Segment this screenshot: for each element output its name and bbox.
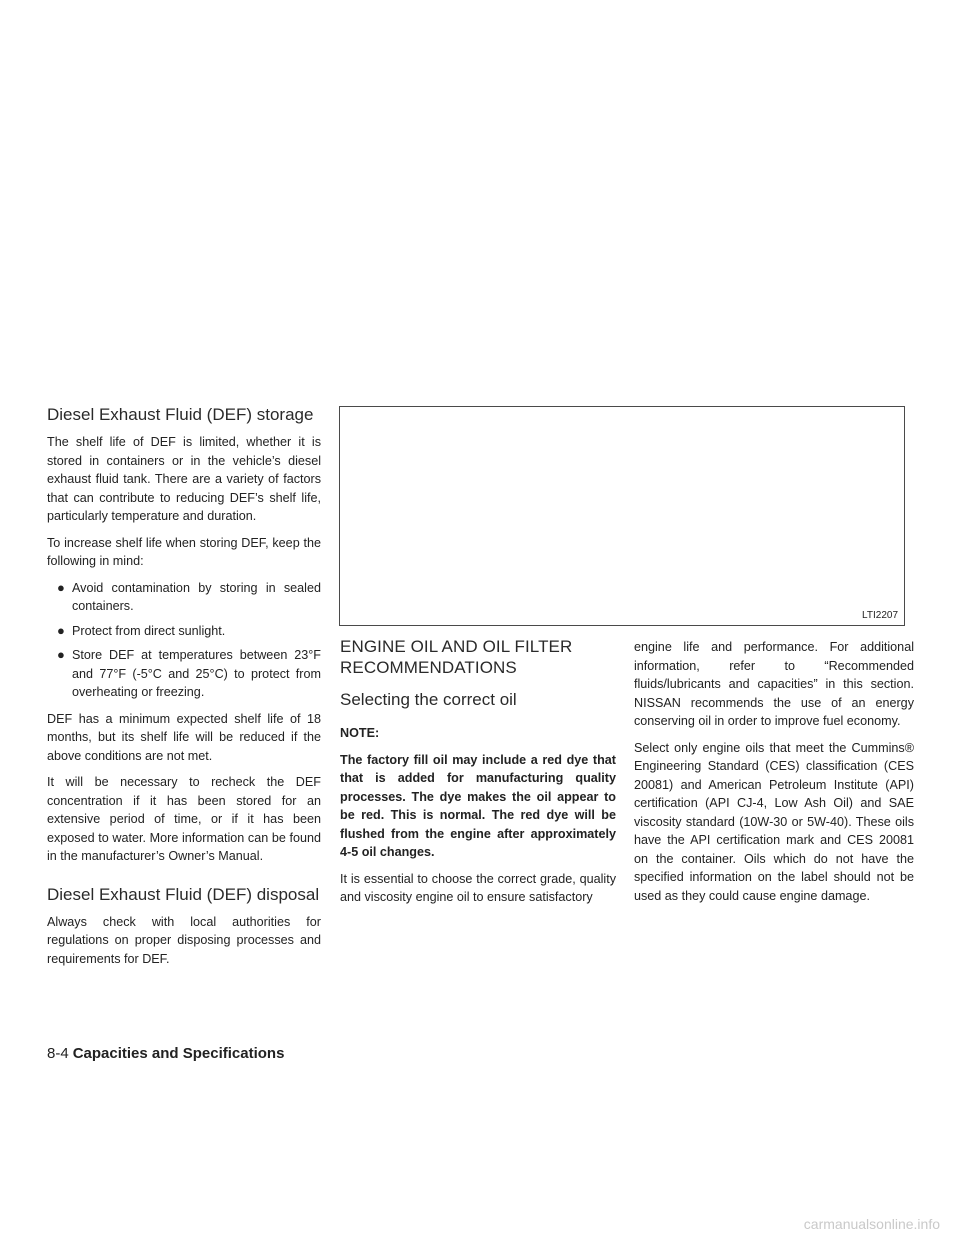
list-item [47, 646, 321, 702]
bullet-icon: ● [57, 647, 65, 662]
def-disposal-heading: Diesel Exhaust Fluid (DEF) disposal [47, 884, 320, 904]
footer-section-name: Capacities and Specifications [72, 1045, 285, 1062]
list-item [47, 622, 321, 641]
figure-frame [339, 406, 905, 626]
paragraph: Select only engine oils that meet the Cummins® Engineering Standard (CES) classification (CES 20081) and American Petroleum Institute (API) certification (API CJ-4, Low Ash Oil) and SAE viscosity standard (10W-30 or 5W-40). These oils have the API certification mark and CES 20081 on the container. Oils which do not have the specified information on the label should not be used as they could cause engine damage. [634, 740, 914, 903]
paragraph: It will be necessary to recheck the DEF concentration if it has been stored for an extensive period of time, or if it has been exposed to water. More information can be found in the manufacturer’s Owner’s Manual. [47, 775, 321, 863]
list-item-text: Protect from direct sunlight. [72, 623, 226, 638]
list-item-text: Avoid contamination by storing in sealed containers. [72, 580, 321, 613]
storage-tips-list [47, 579, 321, 702]
figure-id: LTI2207 [862, 610, 898, 621]
list-item-text: Store DEF at temperatures between 23°F and 77°F (-5°C and 25°C) to protect from overheating or freezing. [72, 648, 321, 699]
note-label: NOTE: [340, 726, 380, 740]
page-number: 8-4 [47, 1045, 69, 1062]
selecting-oil-heading: Selecting the correct oil [340, 690, 517, 709]
paragraph: The shelf life of DEF is limited, whether it is stored in containers or in the vehicle’s diesel exhaust fluid tank. There are a variety of factors that can contribute to reducing DEF’s shelf life, particularly temperature and duration. [47, 435, 321, 523]
def-storage-heading: Diesel Exhaust Fluid (DEF) storage [47, 405, 314, 424]
paragraph: engine life and performance. For additional information, refer to “Recommended fluids/lubricants and capacities” in this section. NISSAN recommends the use of an energy conserving oil in order to improve fuel economy. [634, 640, 914, 728]
list-item [47, 579, 321, 616]
paragraph: To increase shelf life when storing DEF, keep the following in mind: [47, 535, 321, 568]
right-column [634, 638, 914, 913]
paragraph: It is essential to choose the correct grade, quality and viscosity engine oil to ensure satisfactory [340, 871, 616, 904]
left-column [47, 404, 321, 976]
paragraph: DEF has a minimum expected shelf life of 18 months, but its shelf life will be reduced if the above conditions are not met. [47, 711, 321, 763]
bullet-icon: ● [57, 622, 65, 638]
section-title: ENGINE OIL AND OIL FILTER RECOMMENDATIONS [340, 637, 573, 677]
note-text: The factory fill oil may include a red dye that that is added for manufacturing quality processes. The dye makes the oil appear to be red. This is normal. The red dye will be flushed from the engine after approximately 4-5 oil changes. [340, 752, 616, 859]
watermark: carmanualsonline.info [803, 1216, 940, 1232]
page-footer [47, 1044, 284, 1064]
bullet-icon: ● [57, 579, 65, 595]
paragraph: Always check with local authorities for regulations on proper disposing processes and requirements for DEF. [47, 914, 321, 966]
middle-column [340, 636, 616, 915]
